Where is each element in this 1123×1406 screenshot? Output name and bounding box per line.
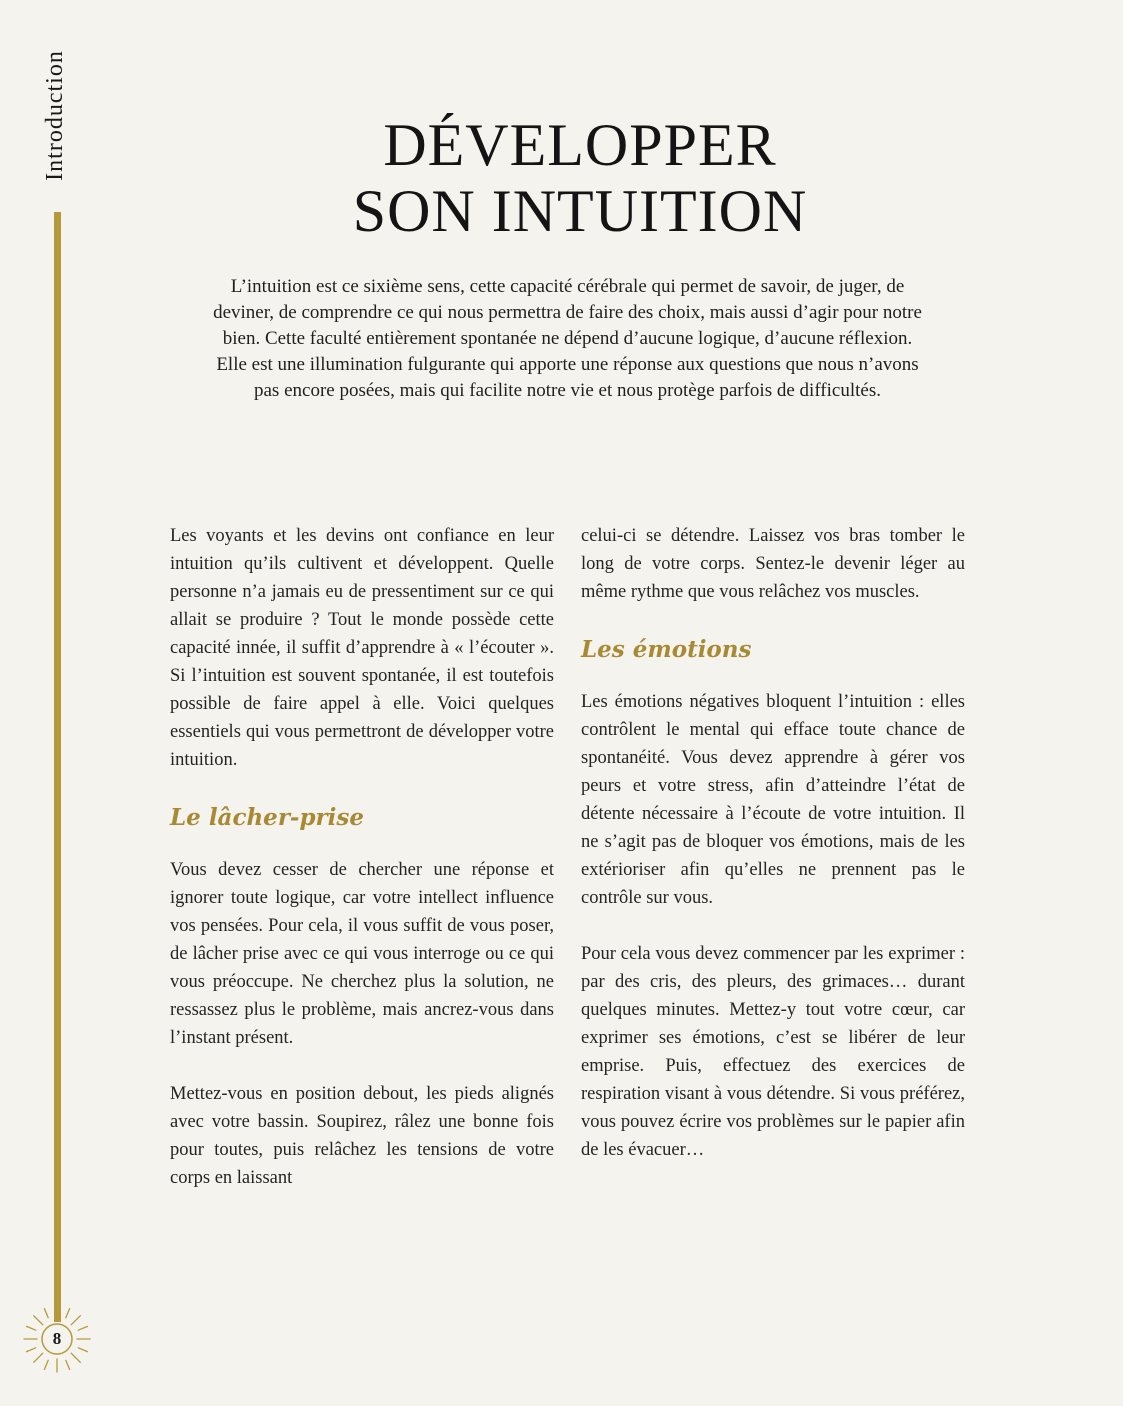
- section-label-text: Introduction: [41, 49, 68, 181]
- page-number-badge: [20, 1302, 94, 1376]
- intro-paragraph: L’intuition est ce sixième sens, cette capacité cérébrale qui permet de savoir, de juger, de deviner, de comprendre ce qui nous permettra de faire des choix, mais aussi d’agir pour notre bien. Cette faculté entièrement spontanée ne dépend d’aucune logique, d’aucune réflexion. Elle est une illumination fulgurante qui apporte une réponse aux questions que nous n’avons pas encore posées, mais qui facilite notre vie et nous protège parfois de difficultés.: [213, 276, 922, 401]
- right-paragraph-3: Pour cela vous devez commencer par les exprimer : par des cris, des pleurs, des grimaces… durant quelques minutes. Mettez-y tout votre cœur, car exprimer ses émotions, c’est se libérer de leur emprise. Puis, effectuez des exercices de respiration visant à vous détendre. Si vous préférez, vous pouvez écrire vos problèmes sur le papier afin de les évacuer…: [581, 944, 965, 1160]
- gold-margin-bar: [54, 212, 61, 1322]
- left-paragraph-2: Vous devez cesser de chercher une réponse et ignorer toute logique, car votre intellect influence vos pensées. Pour cela, il vous suffit de vous poser, de lâcher prise avec ce qui vous interroge ou ce qui vous préoccupe. Ne cherchez plus la solution, ne ressassez plus le problème, mais ancrez-vous dans l’instant présent.: [170, 860, 554, 1048]
- title-line-1: DÉVELOPPER: [383, 112, 777, 178]
- left-paragraph-3: Mettez-vous en position debout, les pieds alignés avec votre bassin. Soupirez, râlez une bonne fois pour toutes, puis relâchez les tensions de votre corps en laissant: [170, 1084, 554, 1188]
- section-label: [30, 40, 80, 190]
- title-line-2: SON INTUITION: [352, 178, 808, 244]
- page-title: [150, 112, 1010, 244]
- heading-emotions: Les émotions: [581, 636, 752, 663]
- left-column: [170, 522, 554, 1220]
- right-paragraph-1: celui-ci se détendre. Laissez vos bras tomber le long de votre corps. Sentez-le devenir léger au même rythme que vous relâchez vos muscles.: [581, 526, 965, 602]
- right-column: [581, 522, 965, 1192]
- right-paragraph-2: Les émotions négatives bloquent l’intuition : elles contrôlent le mental qui efface toute chance de spontanéité. Vous devez apprendre à gérer vos peurs et votre stress, afin d’atteindre l’état de détente nécessaire à l’écoute de votre intuition. Il ne s’agit pas de bloquer vos émotions, mais de les extérioriser afin qu’elles ne prennent pas le contrôle sur vous.: [581, 692, 965, 908]
- page-number: 8: [52, 1329, 62, 1348]
- heading-lacher-prise: Le lâcher-prise: [170, 804, 364, 831]
- left-paragraph-1: Les voyants et les devins ont confiance en leur intuition qu’ils cultivent et développent. Quelle personne n’a jamais eu de pressentiment sur ce qui allait se produire ? Tout le monde possède cette capacité innée, il suffit d’apprendre à « l’écouter ». Si l’intuition est souvent spontanée, il est toutefois possible de faire appel à elle. Voici quelques essentiels qui vous permettront de développer votre intuition.: [170, 526, 554, 770]
